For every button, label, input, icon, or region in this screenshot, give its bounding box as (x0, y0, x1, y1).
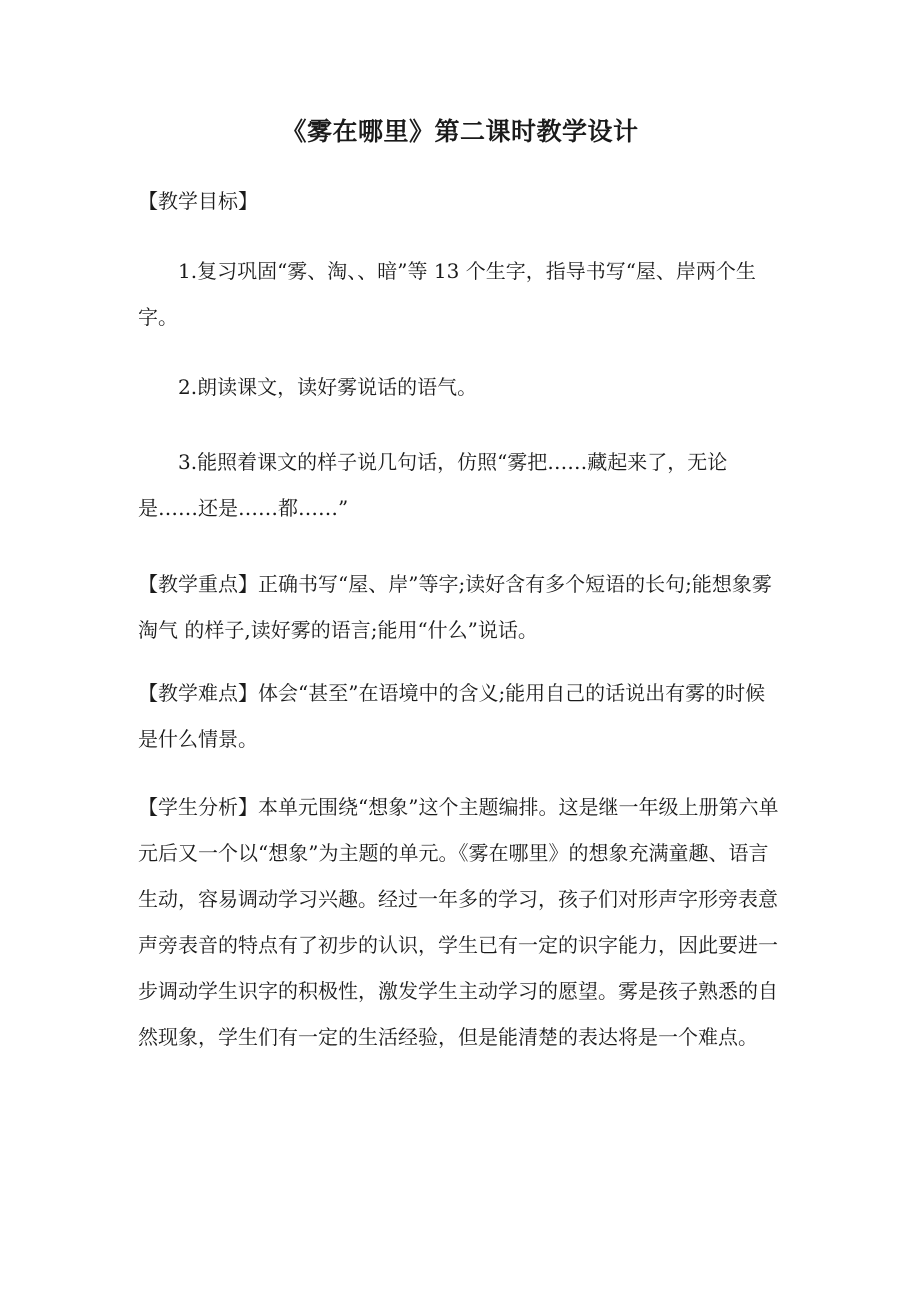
objectives-heading: 【教学目标】 (138, 189, 258, 213)
difficulties-heading: 【教学难点】 (138, 681, 258, 705)
student-analysis-heading: 【学生分析】 (138, 795, 258, 819)
objective-item-3: 3.能照着课文的样子说几句话，仿照“雾把……藏起来了，无论是……还是……都……” (138, 450, 728, 520)
objective-item-1: 1.复习巩固“雾、淘、、暗”等 13 个生字，指导书写“屋、岸两个生字。 (138, 259, 756, 329)
student-analysis-text: 本单元围绕“想象”这个主题编排。这是继一年级上册第六单元后又一个以“想象”为主题的单元。《雾在哪里》的想象充满童趣、语言生动，容易调动学习兴趣。经过一年多的学习，孩子们对形声字形旁表意声旁表音的特点有了初步的认识，学生已有一定的识字能力，因此要进一步调动学生识字的积极性，激发学生主动学习的愿望。雾是孩子熟悉的自然现象，学生们有一定的生活经验，但是能清楚的表达将是一个难点。 (138, 795, 779, 1049)
student-analysis-paragraph (138, 784, 780, 1060)
objective-item-2: 2.朗读课文，读好雾说话的语气。 (178, 375, 478, 399)
key-points-heading: 【教学重点】 (138, 572, 258, 596)
key-points-text: 正确书写“屋、岸”等字;读好含有多个短语的长句;能想象雾淘气 的样子,读好雾的语言;能用“什么”说话。 (138, 572, 772, 642)
difficulties-paragraph (138, 670, 780, 762)
key-points-paragraph (138, 561, 780, 653)
document-title: 《雾在哪里》第二课时教学设计 (281, 117, 639, 146)
difficulties-text: 体会“甚至”在语境中的含义;能用自己的话说出有雾的时候是什么情景。 (138, 681, 766, 751)
